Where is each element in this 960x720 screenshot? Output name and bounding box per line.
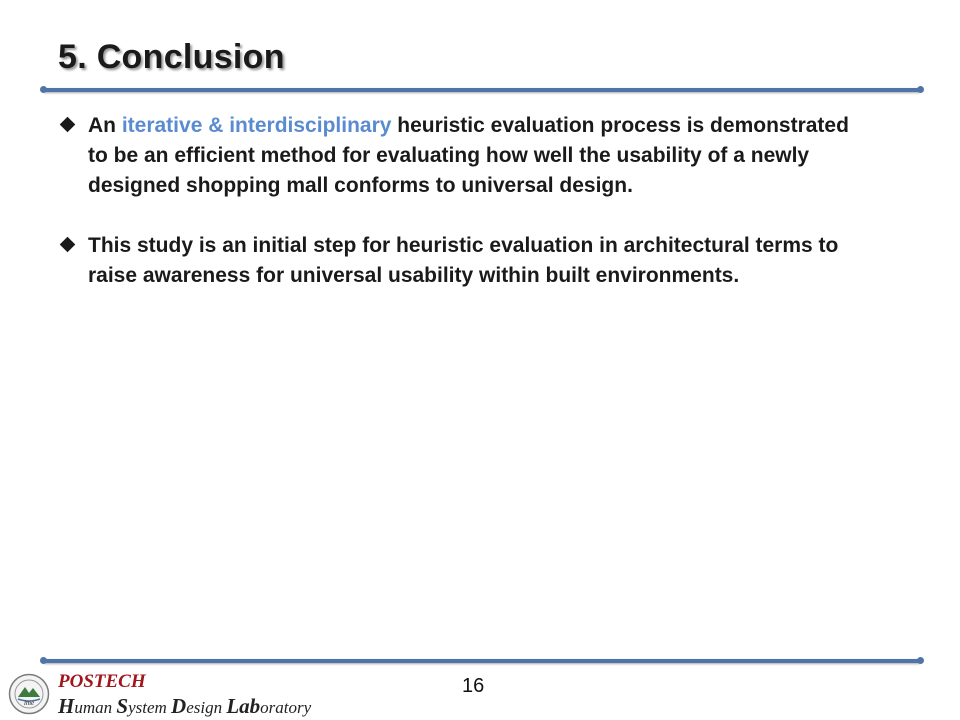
slide-title: 5. Conclusion (58, 38, 285, 76)
lab-name: Human System Design Laboratory (58, 694, 312, 718)
bullet-highlight: iterative & interdisciplinary (121, 114, 392, 137)
footer-divider (44, 659, 920, 663)
divider-end-left (40, 657, 47, 664)
org-name: POSTECH (58, 671, 146, 692)
bullet-text: This study is an initial step for heuristic evaluation in architectural terms to raise awareness for universal usability within built environments. (88, 234, 839, 287)
logo-text: ime (23, 699, 35, 707)
postech-ime-logo-icon (8, 673, 50, 715)
diamond-bullet-icon (60, 117, 76, 133)
bullet-lead: An (88, 114, 122, 137)
bullet-item (60, 111, 860, 201)
title-divider (44, 88, 920, 92)
bullet-list (60, 111, 860, 291)
page-number: 16 (462, 675, 485, 697)
bullet-item (60, 231, 860, 291)
diamond-bullet-icon (60, 237, 76, 253)
divider-end-left (40, 86, 47, 93)
divider-end-right (917, 86, 924, 93)
divider-end-right (917, 657, 924, 664)
bullet-rest: heuristic evaluation process is demonstrated to be an efficient method for evaluating how well the usability of a newly designed shopping mall conforms to universal design. (88, 114, 849, 197)
